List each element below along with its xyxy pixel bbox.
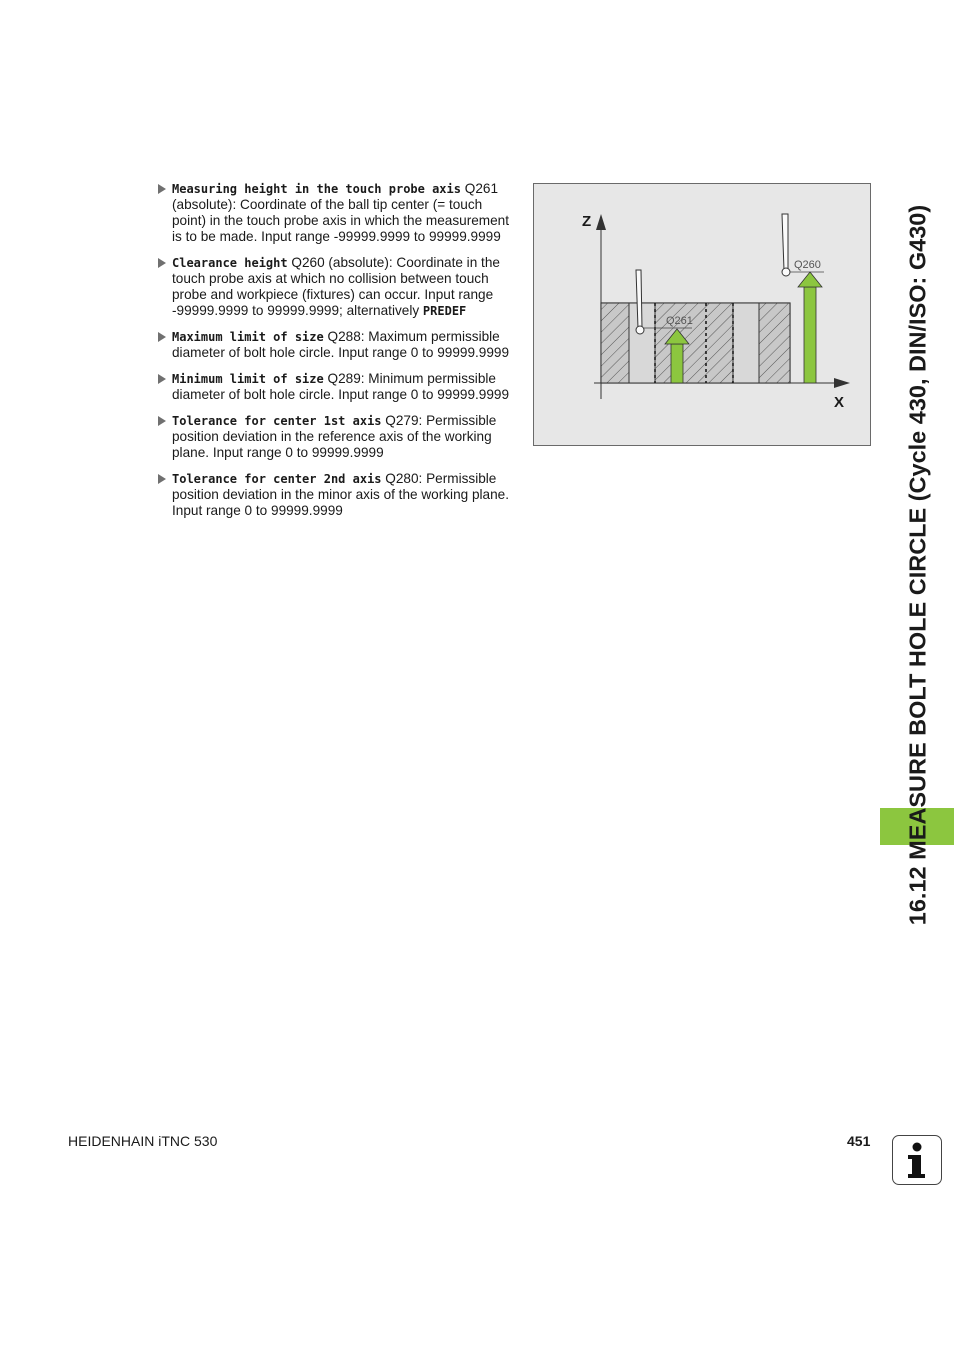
param-name: Measuring height in the touch probe axis bbox=[172, 182, 461, 196]
param-q280 bbox=[158, 471, 518, 519]
param-name: Tolerance for center 1st axis bbox=[172, 414, 382, 428]
bullet-triangle-icon bbox=[158, 374, 166, 384]
info-icon bbox=[892, 1135, 942, 1185]
param-description: Q280: Permissible position deviation in the minor axis of the working plane. Input range 0 to 99999.9999 bbox=[172, 471, 510, 518]
hatched-section-left bbox=[601, 303, 629, 383]
x-axis-label: X bbox=[834, 394, 845, 411]
q261-arrow-shaft bbox=[671, 344, 683, 383]
bullet-triangle-icon bbox=[158, 258, 166, 268]
bore-right bbox=[733, 303, 759, 383]
z-axis-label: Z bbox=[582, 213, 592, 230]
param-description: Q289: Minimum permissible diameter of bolt hole circle. Input range 0 to 99999.9999 bbox=[172, 371, 510, 402]
param-name: Clearance height bbox=[172, 256, 288, 270]
x-axis-arrow bbox=[834, 378, 850, 388]
param-description: Q260 (absolute): Coordinate in the touch probe axis at which no collision between touch probe and workpiece (fixtures) can occur. Input range -99999.9999 to 99999.9999; alternatively bbox=[172, 255, 500, 318]
q260-arrow-shaft bbox=[804, 287, 816, 383]
diagram-figure bbox=[533, 183, 871, 446]
bullet-triangle-icon bbox=[158, 184, 166, 194]
param-name: Tolerance for center 2nd axis bbox=[172, 472, 382, 486]
param-keyword: PREDEF bbox=[422, 304, 467, 318]
page-number: 451 bbox=[847, 1133, 871, 1149]
param-name: Maximum limit of size bbox=[172, 330, 324, 344]
q261-label: Q261 bbox=[666, 315, 693, 327]
param-description: Q288: Maximum permissible diameter of bolt hole circle. Input range 0 to 99999.9999 bbox=[172, 329, 510, 360]
param-q261 bbox=[158, 181, 518, 245]
param-name: Minimum limit of size bbox=[172, 372, 324, 386]
param-q288 bbox=[158, 329, 518, 361]
diagram-svg bbox=[534, 184, 872, 447]
hatched-section-right bbox=[759, 303, 790, 383]
param-q279 bbox=[158, 413, 518, 461]
bullet-triangle-icon bbox=[158, 416, 166, 426]
param-q260 bbox=[158, 255, 518, 319]
touch-probe-stylus bbox=[782, 214, 788, 270]
q260-arrow-head bbox=[798, 272, 822, 287]
param-description: Q279: Permissible position deviation in the reference axis of the working plane. Input range 0 to 99999.9999 bbox=[172, 413, 497, 460]
q260-label: Q260 bbox=[794, 259, 821, 271]
z-axis-arrow bbox=[596, 214, 606, 230]
chapter-title-text: 16.12 MEASURE BOLT HOLE CIRCLE (Cycle 430, DIN/ISO: G430) bbox=[904, 204, 931, 926]
param-description: Q261 (absolute): Coordinate of the ball tip center (= touch point) in the touch probe axis in which the measurement is to be made. Input range -99999.9999 to 99999.9999 bbox=[172, 181, 510, 244]
bullet-triangle-icon bbox=[158, 332, 166, 342]
parameter-list bbox=[158, 181, 518, 529]
probe-ball-tip bbox=[782, 268, 790, 276]
bullet-triangle-icon bbox=[158, 474, 166, 484]
param-q289 bbox=[158, 371, 518, 403]
info-icon-glyph bbox=[893, 1136, 940, 1183]
probe-ball-tip bbox=[636, 326, 644, 334]
footer-manual-name: HEIDENHAIN iTNC 530 bbox=[68, 1133, 218, 1149]
